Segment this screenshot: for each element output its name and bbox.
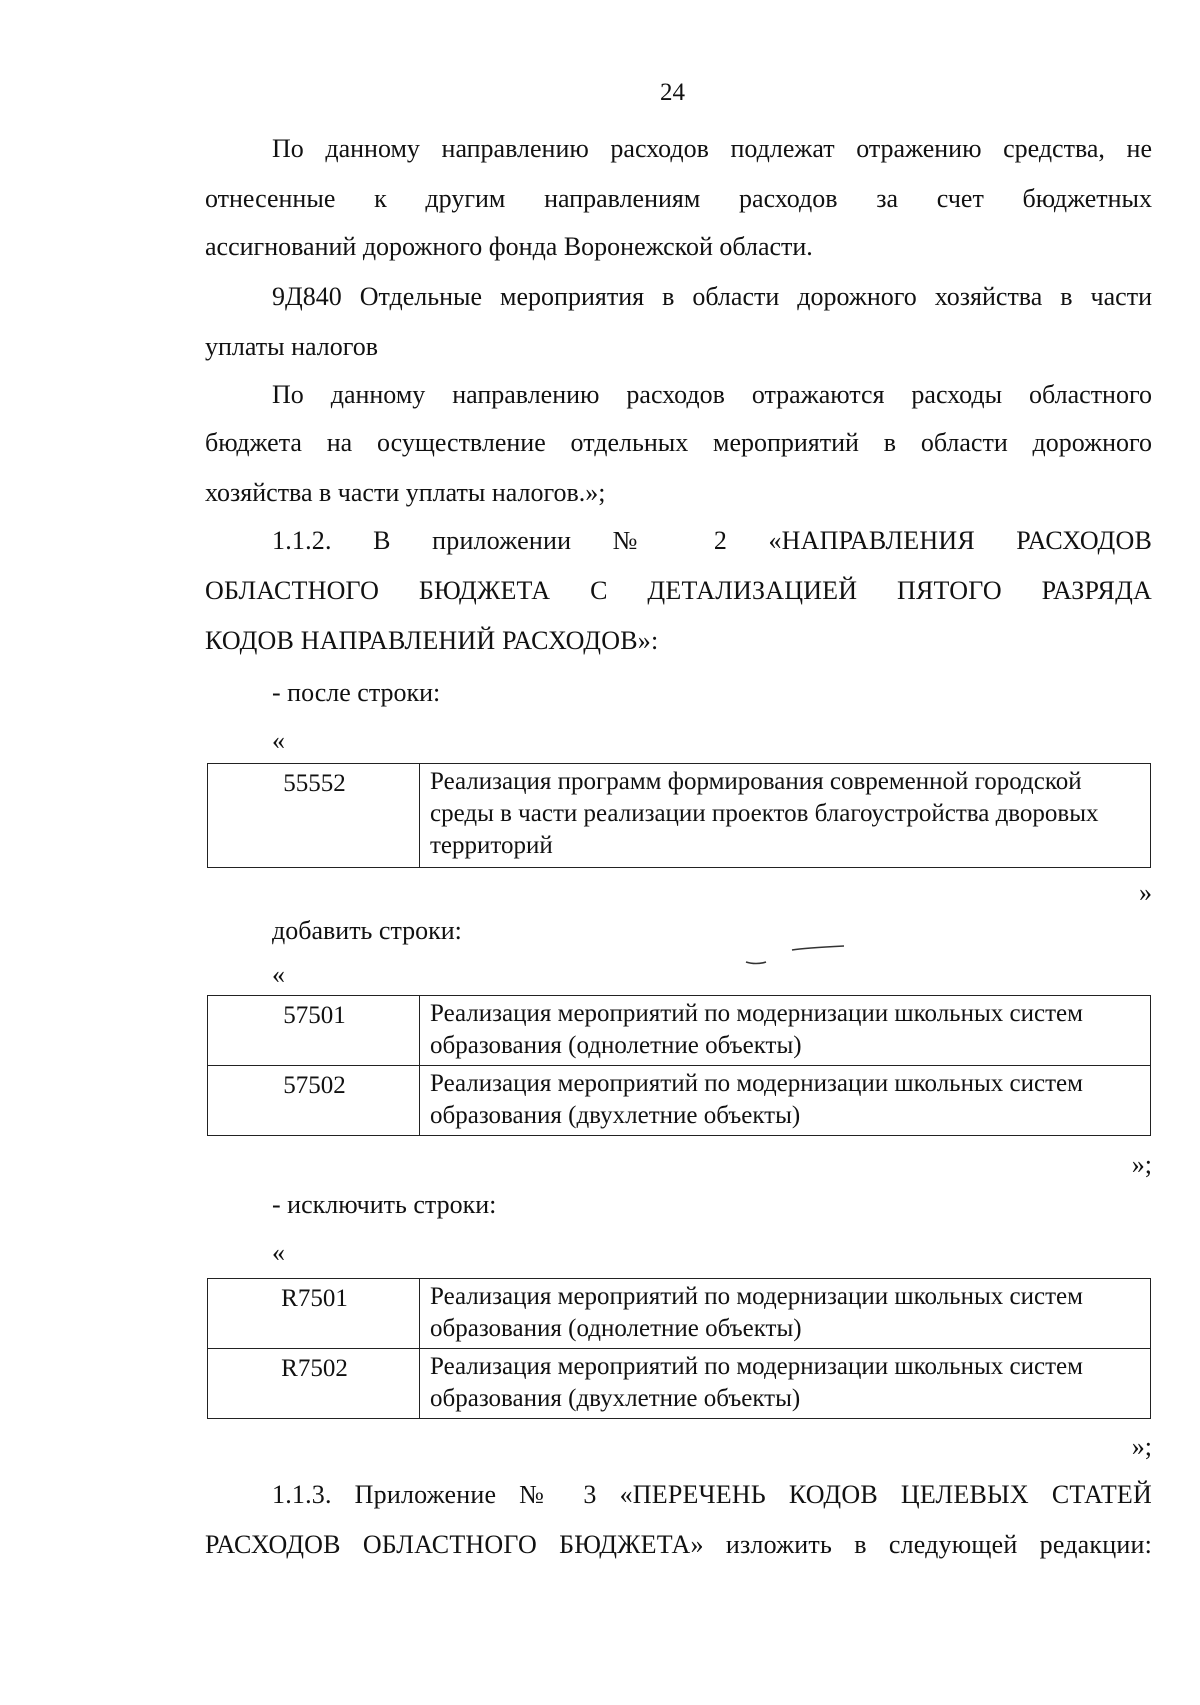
table-add-rows bbox=[207, 995, 1151, 1136]
name-cell: Реализация мероприятий по модернизации школьных систем образования (однолетние объекты) bbox=[420, 996, 1151, 1066]
add-rows-label: добавить строки: bbox=[272, 916, 462, 945]
para1-line1: По данному направлению расходов подлежат отражению средства, не bbox=[272, 134, 1152, 163]
name-cell: Реализация мероприятий по модернизации школьных систем образования (двухлетние объекты) bbox=[420, 1066, 1151, 1136]
quote-open-2: « bbox=[272, 960, 285, 989]
table-row bbox=[208, 1066, 1151, 1136]
table-after-row bbox=[207, 763, 1151, 868]
table-exclude-rows bbox=[207, 1278, 1151, 1419]
name-cell: Реализация программ формирования современной городской среды в части реализации проектов благоустройства дворовых территорий bbox=[420, 764, 1151, 868]
para1-line2: отнесенные к другим направлениям расходов за счет бюджетных bbox=[205, 184, 1152, 213]
after-rows-label: - после строки: bbox=[272, 678, 441, 707]
table-row bbox=[208, 996, 1151, 1066]
code-cell: 57501 bbox=[208, 996, 420, 1066]
code-cell: R7502 bbox=[208, 1349, 420, 1419]
quote-open-3: « bbox=[272, 1238, 285, 1267]
para5-line1: 1.1.3. Приложение № 3 «ПЕРЕЧЕНЬ КОДОВ ЦЕЛЕВЫХ СТАТЕЙ bbox=[272, 1480, 1152, 1509]
table-row bbox=[208, 764, 1151, 868]
para3-line3: хозяйства в части уплаты налогов.»; bbox=[205, 478, 606, 507]
pen-mark bbox=[740, 940, 850, 970]
name-cell: Реализация мероприятий по модернизации школьных систем образования (однолетние объекты) bbox=[420, 1279, 1151, 1349]
code-cell: 57502 bbox=[208, 1066, 420, 1136]
para4-line2: ОБЛАСТНОГО БЮДЖЕТА С ДЕТАЛИЗАЦИЕЙ ПЯТОГО РАЗРЯДА bbox=[205, 576, 1152, 605]
para2-line1: 9Д840 Отдельные мероприятия в области дорожного хозяйства в части bbox=[272, 282, 1152, 311]
quote-close-2: »; bbox=[1131, 1150, 1152, 1179]
para4-line1: 1.1.2. В приложении № 2 «НАПРАВЛЕНИЯ РАСХОДОВ bbox=[272, 526, 1152, 555]
para4-line3: КОДОВ НАПРАВЛЕНИЙ РАСХОДОВ»: bbox=[205, 626, 659, 655]
code-cell: R7501 bbox=[208, 1279, 420, 1349]
table-row bbox=[208, 1349, 1151, 1419]
table-row bbox=[208, 1279, 1151, 1349]
page-number: 24 bbox=[660, 79, 685, 106]
para3-line1: По данному направлению расходов отражаются расходы областного bbox=[272, 380, 1152, 409]
quote-open-1: « bbox=[272, 726, 285, 755]
name-cell: Реализация мероприятий по модернизации школьных систем образования (двухлетние объекты) bbox=[420, 1349, 1151, 1419]
para2-line2: уплаты налогов bbox=[205, 332, 379, 361]
quote-close-3: »; bbox=[1131, 1432, 1152, 1461]
para5-line2: РАСХОДОВ ОБЛАСТНОГО БЮДЖЕТА» изложить в следующей редакции: bbox=[205, 1530, 1152, 1559]
para3-line2: бюджета на осуществление отдельных мероприятий в области дорожного bbox=[205, 428, 1152, 457]
para1-line3: ассигнований дорожного фонда Воронежской области. bbox=[205, 232, 813, 261]
quote-close-1: » bbox=[1139, 878, 1152, 907]
code-cell: 55552 bbox=[208, 764, 420, 868]
exclude-rows-label: - исключить строки: bbox=[272, 1190, 497, 1219]
